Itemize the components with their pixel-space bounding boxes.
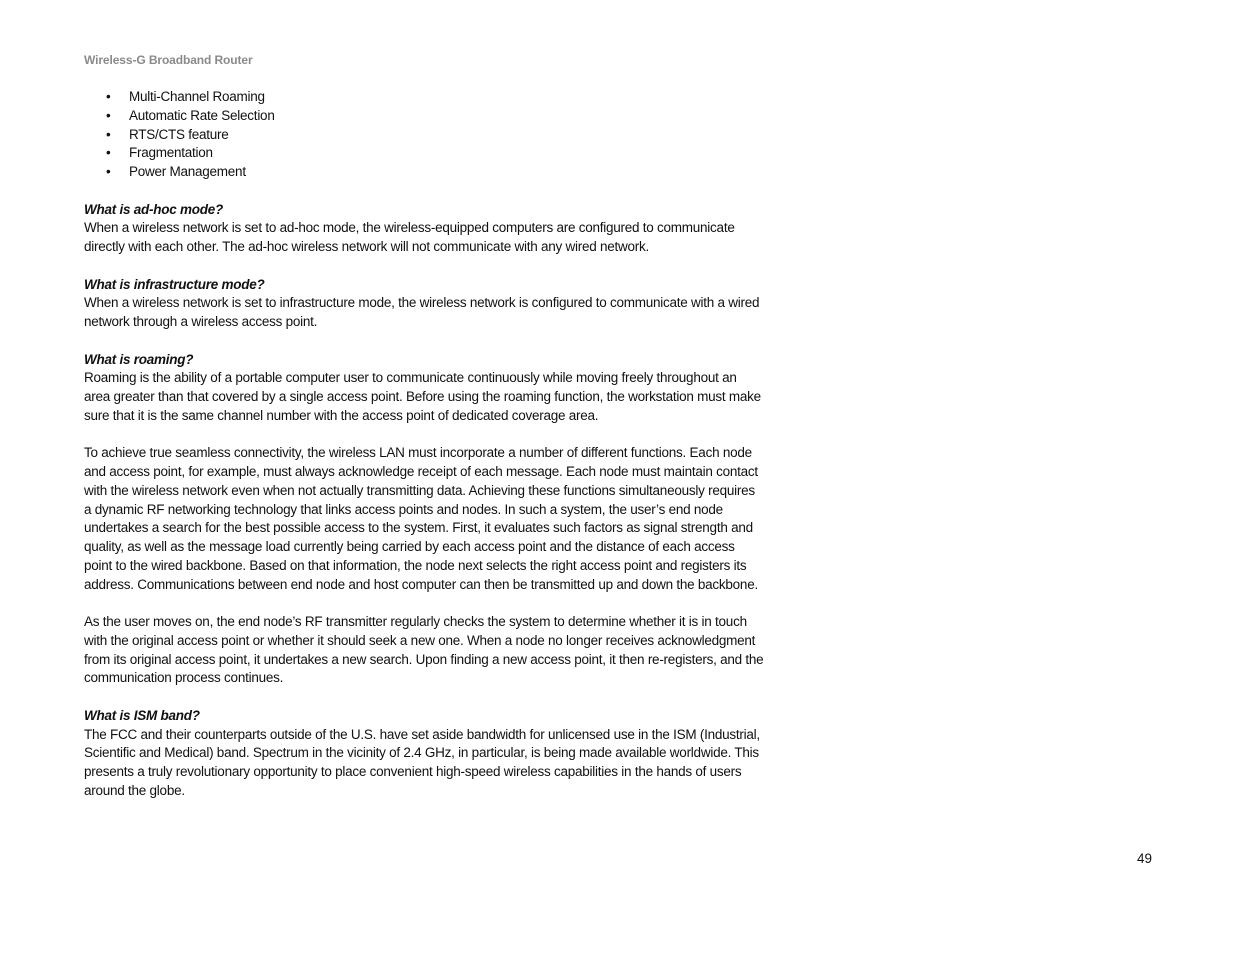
feature-list [84,88,764,182]
list-item: • Power Management [84,163,764,182]
list-item: • Multi-Channel Roaming [84,88,764,107]
paragraph: Roaming is the ability of a portable computer user to communicate continuously while moving freely throughout an area greater than that covered by a single access point. Before using the roaming function, the workstation must make sure that it is the same channel number with the access point of dedicated coverage area. [84,370,761,423]
paragraph: To achieve true seamless connectivity, the wireless LAN must incorporate a number of different functions. Each node and access point, for example, must always acknowledge receipt of each message. Each node must maintain contact with the wireless network even when not actually transmitting data. Achieving these functions simultaneously requires a dynamic RF networking technology that links access points and nodes. In such a system, the user’s end node undertakes a search for the best possible access to the system. First, it evaluates such factors as signal strength and quality, as well as the message load currently being carried by each access point and the distance of each access point to the wired backbone. Based on that information, the node next selects the right access point and registers its address. Communications between end node and host computer can then be transmitted up and down the backbone. [84,445,758,592]
section-infrastructure [84,276,764,332]
page-number: 49 [1137,851,1153,866]
list-item: • RTS/CTS feature [84,126,764,145]
page-body [84,88,764,819]
list-item: • Automatic Rate Selection [84,107,764,126]
running-header: Wireless-G Broadband Router [84,53,253,67]
section-heading: What is roaming? [84,351,194,367]
section-heading: What is ad-hoc mode? [84,201,224,217]
paragraph: When a wireless network is set to ad-hoc mode, the wireless-equipped computers are configured to communicate directly with each other. The ad-hoc wireless network will not communicate with any wired network. [84,220,735,254]
section-roaming [84,351,764,689]
section-heading: What is ISM band? [84,707,200,723]
paragraph: The FCC and their counterparts outside of the U.S. have set aside bandwidth for unlicensed use in the ISM (Industrial, Scientific and Medical) band. Spectrum in the vicinity of 2.4 GHz, in particular, is being made available worldwide. This presents a truly revolutionary opportunity to place convenient high-speed wireless capabilities in the hands of users around the globe. [84,726,760,798]
paragraph: As the user moves on, the end node’s RF transmitter regularly checks the system to determine whether it is in touch with the original access point or whether it should seek a new one. When a node no longer receives acknowledgment from its original access point, it undertakes a new search. Upon finding a new access point, it then re-registers, and the communication process continues. [84,614,764,686]
section-adhoc [84,201,764,257]
section-heading: What is infrastructure mode? [84,276,265,292]
list-item: • Fragmentation [84,144,764,163]
section-ism [84,707,764,801]
paragraph: When a wireless network is set to infrastructure mode, the wireless network is configured to communicate with a wired network through a wireless access point. [84,295,760,329]
